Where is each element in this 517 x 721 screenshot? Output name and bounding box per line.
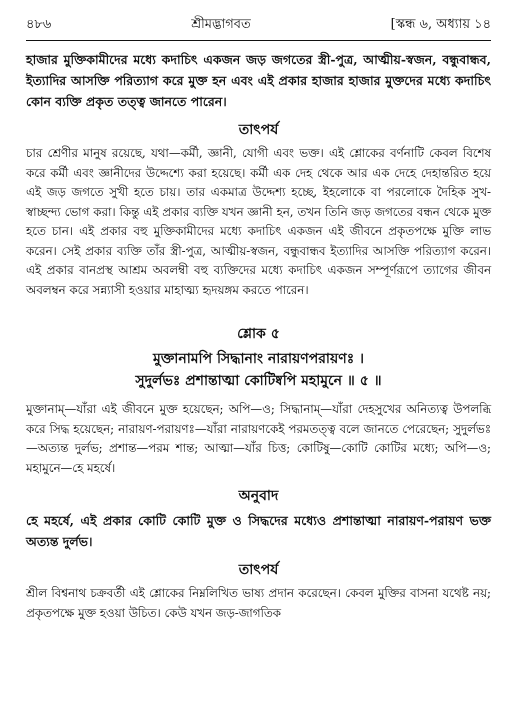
section-reference: [স্কন্ধ ৬, অধ্যায় ১৪ [390, 17, 491, 32]
verse-heading: শ্লোক ৫ [237, 326, 280, 342]
page-header [26, 14, 491, 36]
page-number: ৪৮৬ [26, 17, 52, 32]
translation-heading: অনুবাদ [238, 488, 279, 504]
purport-2-text: শ্রীল বিশ্বনাথ চক্রবর্তী এই শ্লোকের নিম্নলিখিত ভাষ্য প্রদান করেছেন। কেবল মুক্তির বাসনা যথেষ্ট নয়; প্রকৃতপক্ষে মুক্ত হওয়া উচিত। কেউ যখন জড়-জাগতিক [26, 586, 491, 620]
header-rule [26, 40, 491, 41]
translation-text: হে মহর্ষে, এই প্রকার কোটি কোটি মুক্ত ও সিদ্ধদের মধ্যেও প্রশান্তাত্মা নারায়ণ-পরায়ণ ভক্ত অত্যন্ত দুর্লভ। [26, 513, 491, 549]
purport-heading: তাৎপর্য [238, 122, 279, 138]
purport-text: চার শ্রেণীর মানুষ রয়েছে, যথা—কর্মী, জ্ঞানী, যোগী এবং ভক্ত। এই শ্লোকের বর্ণনাটি কেবল বিশেষ করে কর্মী এবং জ্ঞানীদের উদ্দেশ্যে করা হয়েছে। কর্মী এক দেহ থেকে আর এক দেহে দেহান্তরিত হয়ে এই জড় জগতে সুখী হতে চায়। তার একমাত্র উদ্দেশ্য হচ্ছে, ইহলোকে বা পরলোকে দৈহিক সুখ-স্বাচ্ছন্দ্য ভোগ করা। কিন্তু এই প্রকার ব্যক্তি যখন জ্ঞানী হন, তখন তিনি জড় জগতের বন্ধন থেকে মুক্ত হতে চান। এই প্রকার বহু মুক্তিকামীদের মধ্যে কদাচিৎ একজন এই জীবনে প্রকৃতপক্ষে মুক্তি লাভ করেন। সেই প্রকার ব্যক্তি তাঁর স্ত্রী-পুত্র, আত্মীয়-স্বজন, বন্ধুবান্ধব ইত্যাদির আসক্তি পরিত্যাগ করেন। এই প্রকার বানপ্রস্থ আশ্রম অবলম্বী বহু ব্যক্তিদের মধ্যে কদাচিৎ একজন সম্পূর্ণরূপে ত্যাগের জীবন অবলম্বন করে সন্ন্যাসী হওয়ার মাহাত্ম্য হৃদয়ঙ্গম করতে পারেন। [26, 146, 491, 297]
verse-line-2: সুদুর্লভঃ প্রশান্তাত্মা কোটিষ্বপি মহামুনে ॥ ৫ ॥ [135, 373, 382, 389]
purport-2-heading: তাৎপর্য [238, 562, 279, 578]
lead-paragraph: হাজার মুক্তিকামীদের মধ্যে কদাচিৎ একজন জড় জগতের স্ত্রী-পুত্র, আত্মীয়-স্বজন, বন্ধুবান্ধব, ইত্যাদির আসক্তি পরিত্যাগ করে মুক্ত হন এবং এই প্রকার হাজার হাজার মুক্তদের মধ্যে কদাচিৎ কোন ব্যক্তি প্রকৃত তত্ত্ব জানতে পারেন। [26, 52, 491, 109]
synonyms-text: মুক্তানাম্—যাঁরা এই জীবনে মুক্ত হয়েছেন; অপি—ও; সিদ্ধানাম্—যাঁরা দেহসুখের অনিত্যত্ব উপলব্ধি করে সিদ্ধ হয়েছেন; নারায়ণ-পরায়ণঃ—যাঁরা নারায়ণকেই পরমতত্ত্ব বলে জানতে পেরেছেন; সুদুর্লভঃ—অত্যন্ত দুর্লভ; প্রশান্ত—পরম শান্ত; আত্মা—যাঁর চিত্ত; কোটিষু—কোটি কোটির মধ্যে; অপি—ও; মহামুনে—হে মহর্ষে। [26, 402, 491, 475]
running-title: শ্রীমদ্ভাগবত [191, 17, 251, 32]
verse-line-1: মুক্তানামপি সিদ্ধানাং নারায়ণপরায়ণঃ । [152, 351, 365, 367]
